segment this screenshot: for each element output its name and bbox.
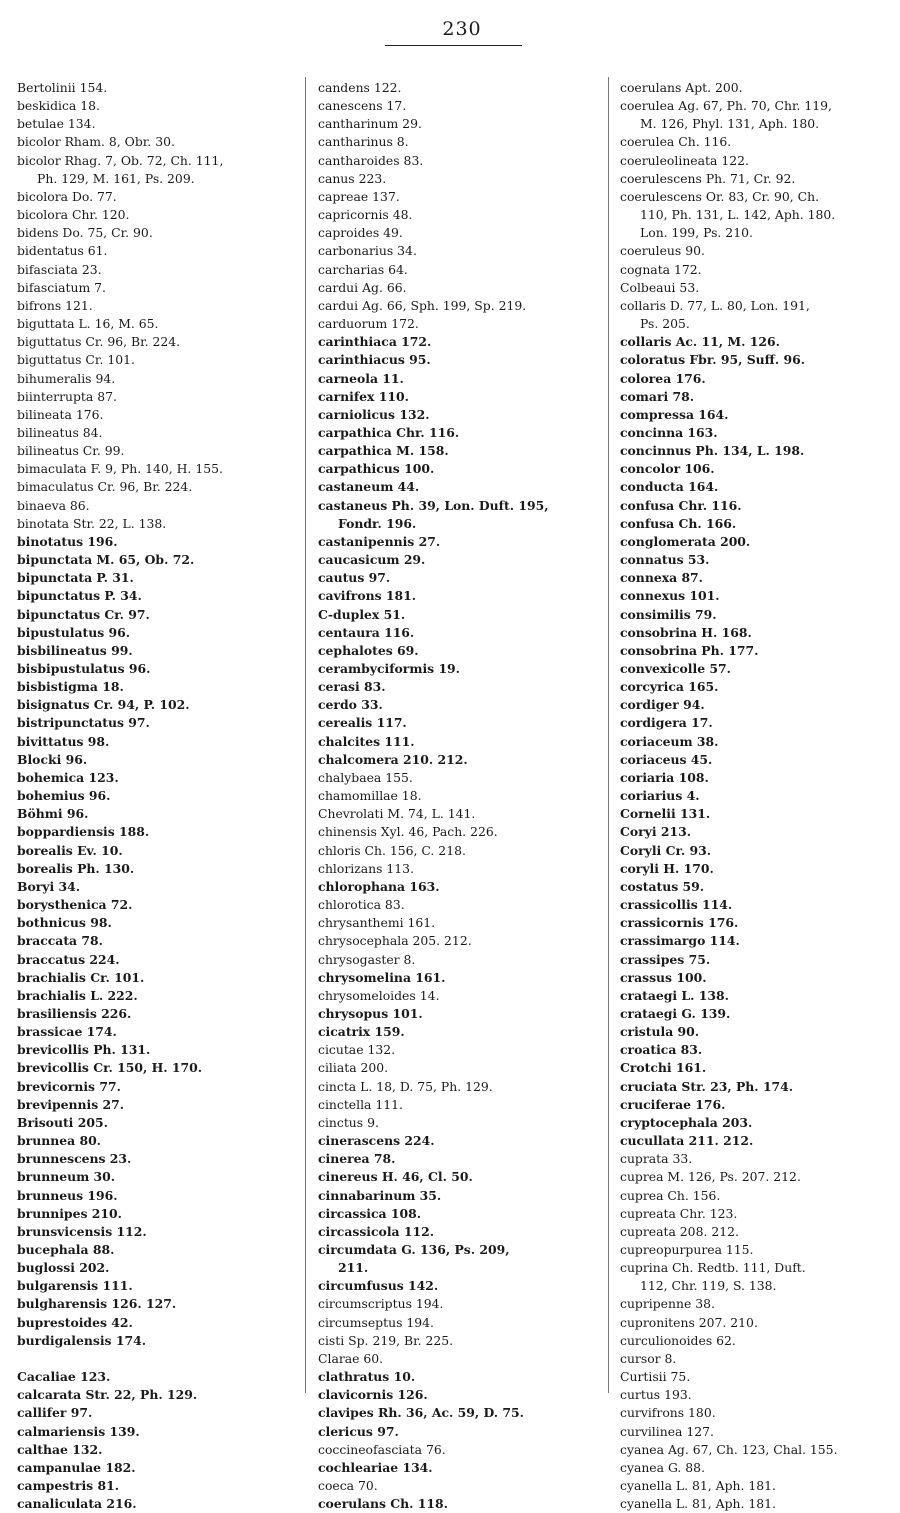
index-entry: candens 122. [318,80,402,95]
index-entry: curculionoides 62. [620,1332,736,1348]
index-entry: circassicola 112. [318,1223,435,1239]
index-entry: brachialis Cr. 101. [17,969,145,985]
index-entry: campestris 81. [17,1478,120,1494]
index-entry: cisti Sp. 219, Br. 225. [318,1332,454,1348]
index-entry: Coryli Cr. 93. [620,842,712,858]
index-entry: colorea 176. [620,370,706,386]
index-entry: binotata Str. 22, L. 138. [17,515,167,531]
index-entry: clericus 97. [318,1423,399,1439]
index-entry: borealis Ph. 130. [17,860,135,876]
index-entry: chrysopus 101. [318,1005,423,1021]
index-entry: chinensis Xyl. 46, Pach. 226. [318,824,498,840]
index-entry-continuation: 211. [338,1260,369,1276]
index-entry: crataegi L. 138. [620,987,729,1003]
index-entry-continuation: 112, Chr. 119, S. 138. [640,1278,777,1294]
index-entry: bilineatus Cr. 99. [17,443,125,459]
index-entry: collaris Ac. 11, M. 126. [620,334,780,350]
index-entry: biguttata L. 16, M. 65. [17,316,159,332]
index-entry: circassica 108. [318,1205,422,1221]
index-entry: Curtisii 75. [620,1369,691,1385]
index-entry: cordigera 17. [620,715,713,731]
index-entry: coryli H. 170. [620,860,714,876]
index-entry: cinctus 9. [318,1114,379,1130]
index-entry: Böhmi 96. [17,806,89,822]
index-entry: curvilinea 127. [620,1423,714,1439]
index-entry: calthae 132. [17,1441,103,1457]
index-entry: bisbipustulatus 96. [17,661,151,676]
index-entry: circumseptus 194. [318,1314,434,1330]
index-entry: convexicolle 57. [620,661,731,676]
index-entry: bistripunctatus 97. [17,715,150,731]
index-entry: Brisouti 205. [17,1114,108,1130]
index-entry: brunneus 196. [17,1187,118,1203]
index-entry: carinthiacus 95. [318,352,431,368]
index-entry: coeruleolineata 122. [620,152,749,168]
index-entry: C-duplex 51. [318,606,406,622]
index-entry: buprestoides 42. [17,1314,133,1330]
index-entry: cautus 97. [318,570,391,586]
index-entry: bifrons 121. [17,297,93,313]
index-entry: concinnus Ph. 134, L. 198. [620,443,805,459]
index-entry: brevipennis 27. [17,1096,125,1112]
index-column-3 [620,79,900,1513]
index-entry: cupreata Chr. 123. [620,1205,738,1221]
index-entry: bisbilineatus 99. [17,642,133,658]
index-entry: caucasicum 29. [318,552,426,568]
index-entry: bihumeralis 94. [17,370,116,386]
index-entry-continuation: M. 126, Phyl. 131, Aph. 180. [640,116,820,132]
index-entry-continuation: 110, Ph. 131, L. 142, Aph. 180. [640,207,836,223]
index-entry: biguttatus Cr. 101. [17,352,135,368]
index-entry: bilineata 176. [17,406,104,422]
index-entry: caproides 49. [318,225,403,241]
index-entry: callifer 97. [17,1405,93,1421]
index-entry: canaliculata 216. [17,1496,137,1512]
index-entry: bothnicus 98. [17,915,112,931]
index-entry: costatus 59. [620,878,705,894]
index-entry: castanipennis 27. [318,533,441,549]
index-entry: curvifrons 180. [620,1405,716,1421]
index-entry-continuation: Ps. 205. [640,316,690,332]
index-entry: cerambyciformis 19. [318,661,460,676]
index-entry: Coryi 213. [620,824,692,840]
index-entry: buglossi 202. [17,1260,110,1276]
index-column-2 [318,79,598,1513]
index-entry: cerasi 83. [318,679,386,695]
index-entry: cinnabarinum 35. [318,1187,442,1203]
index-entry: cantharoides 83. [318,152,424,168]
index-entry: cerdo 33. [318,697,383,713]
index-entry: castaneus Ph. 39, Lon. Duft. 195, [318,497,549,513]
index-entry: confusa Chr. 116. [620,497,742,513]
index-entry: burdigalensis 174. [17,1332,147,1348]
index-entry: carnifex 110. [318,388,409,404]
index-entry-continuation: Fondr. 196. [338,515,417,531]
index-entry: cicutae 132. [318,1042,396,1058]
index-entry: betulae 134. [17,116,96,132]
index-entry: Chevrolati M. 74, L. 141. [318,806,476,822]
index-entry: carbonarius 34. [318,243,417,259]
index-entry: bilineatus 84. [17,424,103,440]
index-entry: brachialis L. 222. [17,987,138,1003]
index-entry: bulgharensis 126. 127. [17,1296,177,1312]
header-rule [385,45,522,46]
index-entry: coerulescens Or. 83, Cr. 90, Ch. [620,188,820,204]
index-entry: bifasciatum 7. [17,279,106,295]
index-entry: crassicollis 114. [620,897,733,913]
index-entry: braccatus 224. [17,951,120,967]
index-entry: cinerascens 224. [318,1133,435,1149]
index-entry: coeca 70. [318,1478,378,1494]
index-entry: bisignatus Cr. 94, P. 102. [17,697,190,713]
index-entry: concolor 106. [620,461,715,477]
index-entry: cephalotes 69. [318,642,419,658]
index-entry: carneola 11. [318,370,404,386]
index-entry: brevicollis Cr. 150, H. 170. [17,1060,203,1076]
index-entry: coriaceum 38. [620,733,719,749]
index-entry: crassicornis 176. [620,915,739,931]
index-entry: brasiliensis 226. [17,1005,132,1021]
index-entry: chalcomera 210. 212. [318,751,468,767]
index-entry: bulgarensis 111. [17,1278,133,1294]
index-entry: boppardiensis 188. [17,824,150,840]
index-entry: Blocki 96. [17,751,88,767]
index-entry: crassus 100. [620,969,707,985]
index-entry: bipunctatus Cr. 97. [17,606,150,622]
index-entry: connatus 53. [620,552,710,568]
index-entry: castaneum 44. [318,479,420,495]
column-divider [608,77,609,1393]
index-entry: Bertolinii 154. [17,80,108,95]
index-entry: cruciata Str. 23, Ph. 174. [620,1078,794,1094]
index-entry: chrysomelina 161. [318,969,446,985]
index-entry: chlorotica 83. [318,897,405,913]
column-divider [305,77,306,1393]
index-entry: chloris Ch. 156, C. 218. [318,842,466,858]
index-entry: brunnescens 23. [17,1151,132,1167]
index-entry: Colbeaui 53. [620,279,700,295]
index-entry: chalcites 111. [318,733,415,749]
index-entry: concinna 163. [620,424,718,440]
index-entry: bisbistigma 18. [17,679,124,695]
index-entry: chrysocephala 205. 212. [318,933,472,949]
index-entry: cordiger 94. [620,697,705,713]
index-entry: coerulea Ch. 116. [620,134,732,150]
index-entry: cantharinus 8. [318,134,409,150]
index-entry: cucullata 211. 212. [620,1133,754,1149]
index-entry: coerulans Apt. 200. [620,80,743,95]
index-entry: bicolor Rhag. 7, Ob. 72, Ch. 111, [17,152,224,168]
index-entry: crassimargo 114. [620,933,740,949]
index-entry: brevicornis 77. [17,1078,121,1094]
index-entry: chlorizans 113. [318,860,415,876]
index-entry: carcharias 64. [318,261,408,277]
index-entry: consobrina H. 168. [620,624,752,640]
index-entry: bivittatus 98. [17,733,110,749]
index-entry: carduorum 172. [318,316,419,332]
index-entry: brunnea 80. [17,1133,101,1149]
index-entry: bicolora Chr. 120. [17,207,130,223]
index-entry: binaeva 86. [17,497,90,513]
index-entry: conglomerata 200. [620,533,751,549]
index-entry: calcarata Str. 22, Ph. 129. [17,1387,198,1403]
index-entry: binotatus 196. [17,533,118,549]
index-entry: bicolor Rham. 8, Obr. 30. [17,134,175,150]
index-entry: Cacaliae 123. [17,1369,111,1385]
index-entry: cuprina Ch. Redtb. 111, Duft. [620,1260,806,1276]
index-entry: bifasciata 23. [17,261,102,277]
index-entry: Boryi 34. [17,878,81,894]
index-entry: cuprea Ch. 156. [620,1187,721,1203]
index-entry: consobrina Ph. 177. [620,642,759,658]
index-entry: borealis Ev. 10. [17,842,123,858]
index-entry: braccata 78. [17,933,103,949]
index-entry: coriaria 108. [620,769,709,785]
index-entry: corcyrica 165. [620,679,719,695]
index-entry: curtus 193. [620,1387,692,1403]
index-entry: cuprata 33. [620,1151,693,1167]
index-entry: bimaculatus Cr. 96, Br. 224. [17,479,193,495]
index-entry: crassipes 75. [620,951,711,967]
index-entry: consimilis 79. [620,606,717,622]
index-entry: coerulans Ch. 118. [318,1496,448,1512]
index-column-1 [17,79,287,1513]
index-entry: clavicornis 126. [318,1387,428,1403]
index-entry: connexus 101. [620,588,720,604]
index-entry: cinctella 111. [318,1096,403,1112]
index-entry: bidentatus 61. [17,243,108,259]
index-entry: capricornis 48. [318,207,413,223]
index-entry: bipunctata P. 31. [17,570,134,586]
index-entry: coccineofasciata 76. [318,1441,446,1457]
index-entry: brevicollis Ph. 131. [17,1042,151,1058]
index-entry: cupreata 208. 212. [620,1223,739,1239]
index-entry: cinereus H. 46, Cl. 50. [318,1169,473,1185]
index-entry: chamomillae 18. [318,788,422,804]
page-number: 230 [442,18,482,40]
index-entry-continuation: Ph. 129, M. 161, Ps. 209. [37,170,195,186]
index-entry: cavifrons 181. [318,588,417,604]
index-entry: cupronitens 207. 210. [620,1314,758,1330]
index-entry: circumdata G. 136, Ps. 209, [318,1242,510,1257]
index-entry: cardui Ag. 66, Sph. 199, Sp. 219. [318,297,527,313]
index-entry: cyanea Ag. 67, Ch. 123, Chal. 155. [620,1441,838,1457]
index-entry: coriarius 4. [620,788,700,804]
index-entry: chalybaea 155. [318,769,413,785]
index-entry: coerulescens Ph. 71, Cr. 92. [620,170,796,186]
index-entry: bohemius 96. [17,788,111,804]
index-entry: cursor 8. [620,1350,677,1366]
index-entry: carpathica M. 158. [318,443,449,459]
index-entry: crataegi G. 139. [620,1005,731,1021]
index-entry-continuation: Lon. 199, Ps. 210. [640,225,753,241]
index-entry: bipustulatus 96. [17,624,131,640]
index-entry: cardui Ag. 66. [318,279,407,295]
index-entry: biguttatus Cr. 96, Br. 224. [17,334,181,350]
index-entry: carpathica Chr. 116. [318,424,460,440]
index-entry: comari 78. [620,388,695,404]
index-entry: chrysomeloides 14. [318,987,440,1003]
index-entry: conducta 164. [620,479,719,495]
index-entry: campanulae 182. [17,1459,136,1475]
index-entry: carpathicus 100. [318,461,435,477]
index-entry: cochleariae 134. [318,1459,433,1475]
index-entry: biinterrupta 87. [17,388,117,404]
index-entry: cyanella L. 81, Aph. 181. [620,1478,776,1494]
index-entry: cupreopurpurea 115. [620,1242,754,1257]
index-entry: cruciferae 176. [620,1096,726,1112]
index-entry: coriaceus 45. [620,751,713,767]
index-entry: canus 223. [318,170,387,186]
index-entry: bicolora Do. 77. [17,188,117,204]
index-entry: Cornelii 131. [620,806,711,822]
index-entry: bucephala 88. [17,1242,115,1257]
index-entry: collaris D. 77, L. 80, Lon. 191, [620,297,810,313]
index-entry: bipunctata M. 65, Ob. 72. [17,552,195,568]
index-entry: cerealis 117. [318,715,407,731]
index-entry: cristula 90. [620,1024,700,1040]
index-entry: cryptocephala 203. [620,1114,753,1130]
index-entry: cicatrix 159. [318,1024,405,1040]
index-entry: capreae 137. [318,188,400,204]
index-entry: brassicae 174. [17,1024,117,1040]
index-entry: cognata 172. [620,261,702,277]
index-entry: chrysanthemi 161. [318,915,436,931]
index-entry: compressa 164. [620,406,729,422]
index-entry: coeruleus 90. [620,243,705,259]
index-entry: cincta L. 18, D. 75, Ph. 129. [318,1078,493,1094]
index-entry: bipunctatus P. 34. [17,588,142,604]
index-entry: circumfusus 142. [318,1278,439,1294]
index-entry: connexa 87. [620,570,703,586]
index-entry: chlorophana 163. [318,878,440,894]
index-entry: ciliata 200. [318,1060,389,1076]
index-entry: borysthenica 72. [17,897,133,913]
index-entry: Crotchi 161. [620,1060,707,1076]
index-entry: coloratus Fbr. 95, Suff. 96. [620,352,806,368]
index-entry: beskidica 18. [17,98,100,114]
index-entry: carinthiaca 172. [318,334,432,350]
index-entry: brunneum 30. [17,1169,116,1185]
index-entry: bidens Do. 75, Cr. 90. [17,225,153,241]
index-entry: cupripenne 38. [620,1296,715,1312]
index-entry: cyanea G. 88. [620,1459,706,1475]
index-entry: coerulea Ag. 67, Ph. 70, Chr. 119, [620,98,832,114]
index-entry: carniolicus 132. [318,406,430,422]
index-entry: brunnipes 210. [17,1205,122,1221]
index-entry: calmariensis 139. [17,1423,140,1439]
index-entry: canescens 17. [318,98,407,114]
index-entry: cyanella L. 81, Aph. 181. [620,1496,776,1512]
index-entry: cantharinum 29. [318,116,422,132]
index-entry: croatica 83. [620,1042,703,1058]
index-entry: brunsvicensis 112. [17,1223,147,1239]
index-entry: bohemica 123. [17,769,119,785]
index-entry: cinerea 78. [318,1151,396,1167]
index-entry: Clarae 60. [318,1350,384,1366]
index-entry: clathratus 10. [318,1369,416,1385]
index-entry: bimaculata F. 9, Ph. 140, H. 155. [17,461,223,477]
index-entry: confusa Ch. 166. [620,515,737,531]
index-entry: circumscriptus 194. [318,1296,444,1312]
index-entry: clavipes Rh. 36, Ac. 59, D. 75. [318,1405,524,1421]
index-entry: centaura 116. [318,624,415,640]
index-entry: chrysogaster 8. [318,951,416,967]
index-entry: cuprea M. 126, Ps. 207. 212. [620,1169,801,1185]
